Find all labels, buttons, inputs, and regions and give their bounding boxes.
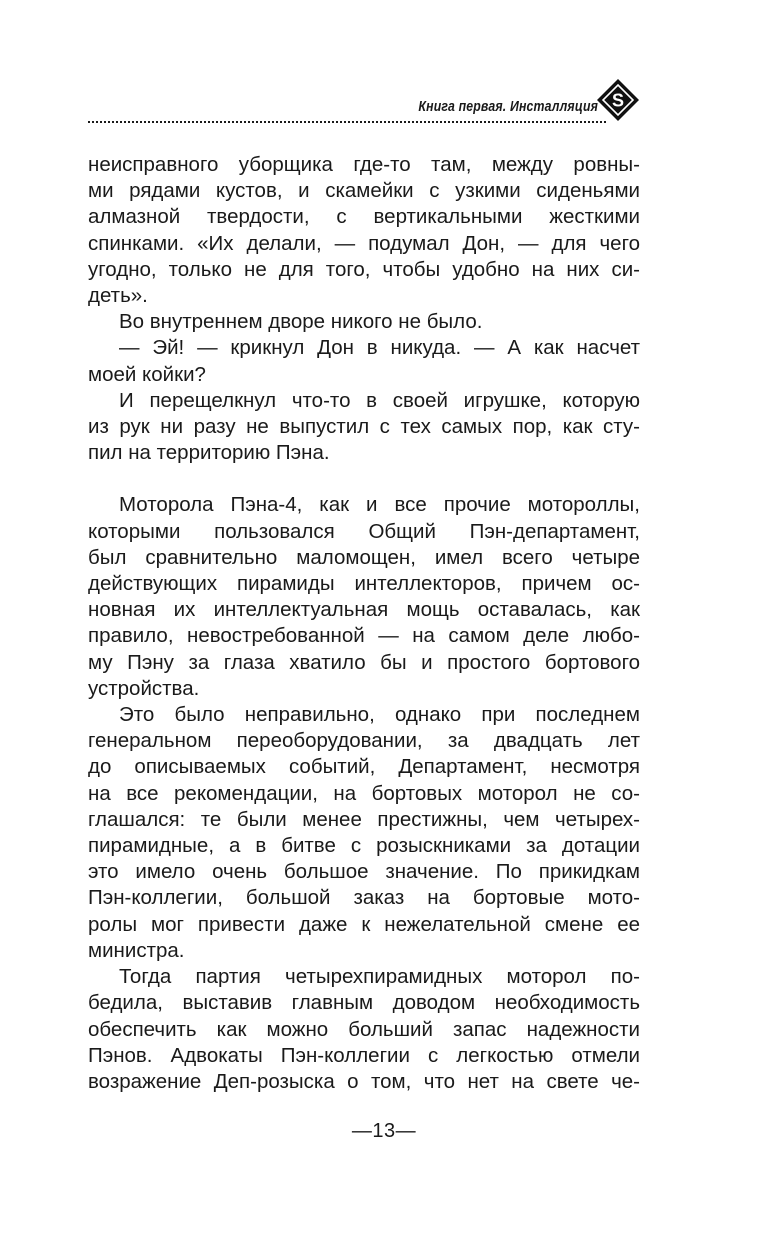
paragraph-2 [88,309,640,335]
text-line: — Эй! — крикнул Дон в никуда. — А как насчет [119,336,640,360]
text-line: спинками. «Их делали, — подумал Дон, — для чего [88,231,640,255]
page-number: —13— [351,1120,417,1142]
text-line: которыми пользовался Общий Пэн-департамент, [88,519,640,543]
text-line: министра. [88,938,185,962]
text-line: Пэнов. Адвокаты Пэн-коллегии с легкостью отмели [88,1043,640,1067]
running-header [88,78,640,128]
text-line: действующих пирамиды интеллекторов, причем ос- [88,572,640,596]
text-line: ролы мог привести даже к нежелательной смене ее [88,912,640,936]
text-line: бедила, выставив главным доводом необходимость [88,991,640,1015]
paragraph-1 [88,152,640,309]
text-line: И перещелкнул что-то в своей игрушке, которую [119,388,640,412]
text-line: обеспечить как можно больший запас надежности [88,1017,640,1041]
text-line: ми рядами кустов, и скамейки с узкими сиденьями [88,179,640,203]
body-text [88,152,640,1095]
text-line: правило, невостребованной — на самом деле любо- [88,624,640,648]
text-line: Тогда партия четырехпирамидных моторол по- [119,965,640,989]
paragraph-6 [88,702,640,964]
text-line: на все рекомендации, на бортовых моторол не со- [88,781,640,805]
text-line: пирамидные, а в битве с розыскниками за дотации [88,834,640,858]
header-dotted-rule [88,121,606,123]
text-line: моей койки? [88,362,206,386]
text-line: деть». [88,284,148,308]
text-line: Пэн-коллегии, большой заказ на бортовые мото- [88,886,640,910]
text-line: генеральном переоборудовании, за двадцать лет [88,729,640,753]
text-line: это имело очень большое значение. По прикидкам [88,860,640,884]
text-line: глашался: те были менее престижны, чем четырех- [88,807,640,831]
text-line: пил на территорию Пэна. [88,441,330,465]
paragraph-7 [88,964,640,1095]
paragraph-5 [88,492,640,702]
text-line: возражение Деп-розыска о том, что нет на свете че- [88,1069,640,1093]
paragraph-4 [88,388,640,467]
text-line: Моторола Пэна-4, как и все прочие мотороллы, [119,493,640,517]
text-line: до описываемых событий, Департамент, несмотря [88,755,640,779]
text-line: устройства. [88,676,200,700]
text-line: алмазной твердости, с вертикальными жесткими [88,205,640,229]
text-line: неисправного уборщика где-то там, между ровны- [88,153,640,176]
text-line: был сравнительно маломощен, имел всего четыре [88,545,640,569]
text-line: Во внутреннем дворе никого не было. [119,310,483,334]
text-line: новная их интеллектуальная мощь оставалась, как [88,598,640,622]
text-line: Это было неправильно, однако при последнем [119,703,640,727]
diamond-s-logo-icon [596,78,640,122]
logo-letter: S [611,90,625,111]
running-header-title: Книга первая. Инсталляция [418,98,598,115]
text-line: из рук ни разу не выпустил с тех самых пор, как сту- [88,415,640,439]
paragraph-3 [88,335,640,387]
text-line: му Пэну за глаза хватило бы и простого бортового [88,650,640,674]
text-line: угодно, только не для того, чтобы удобно на них си- [88,257,640,281]
